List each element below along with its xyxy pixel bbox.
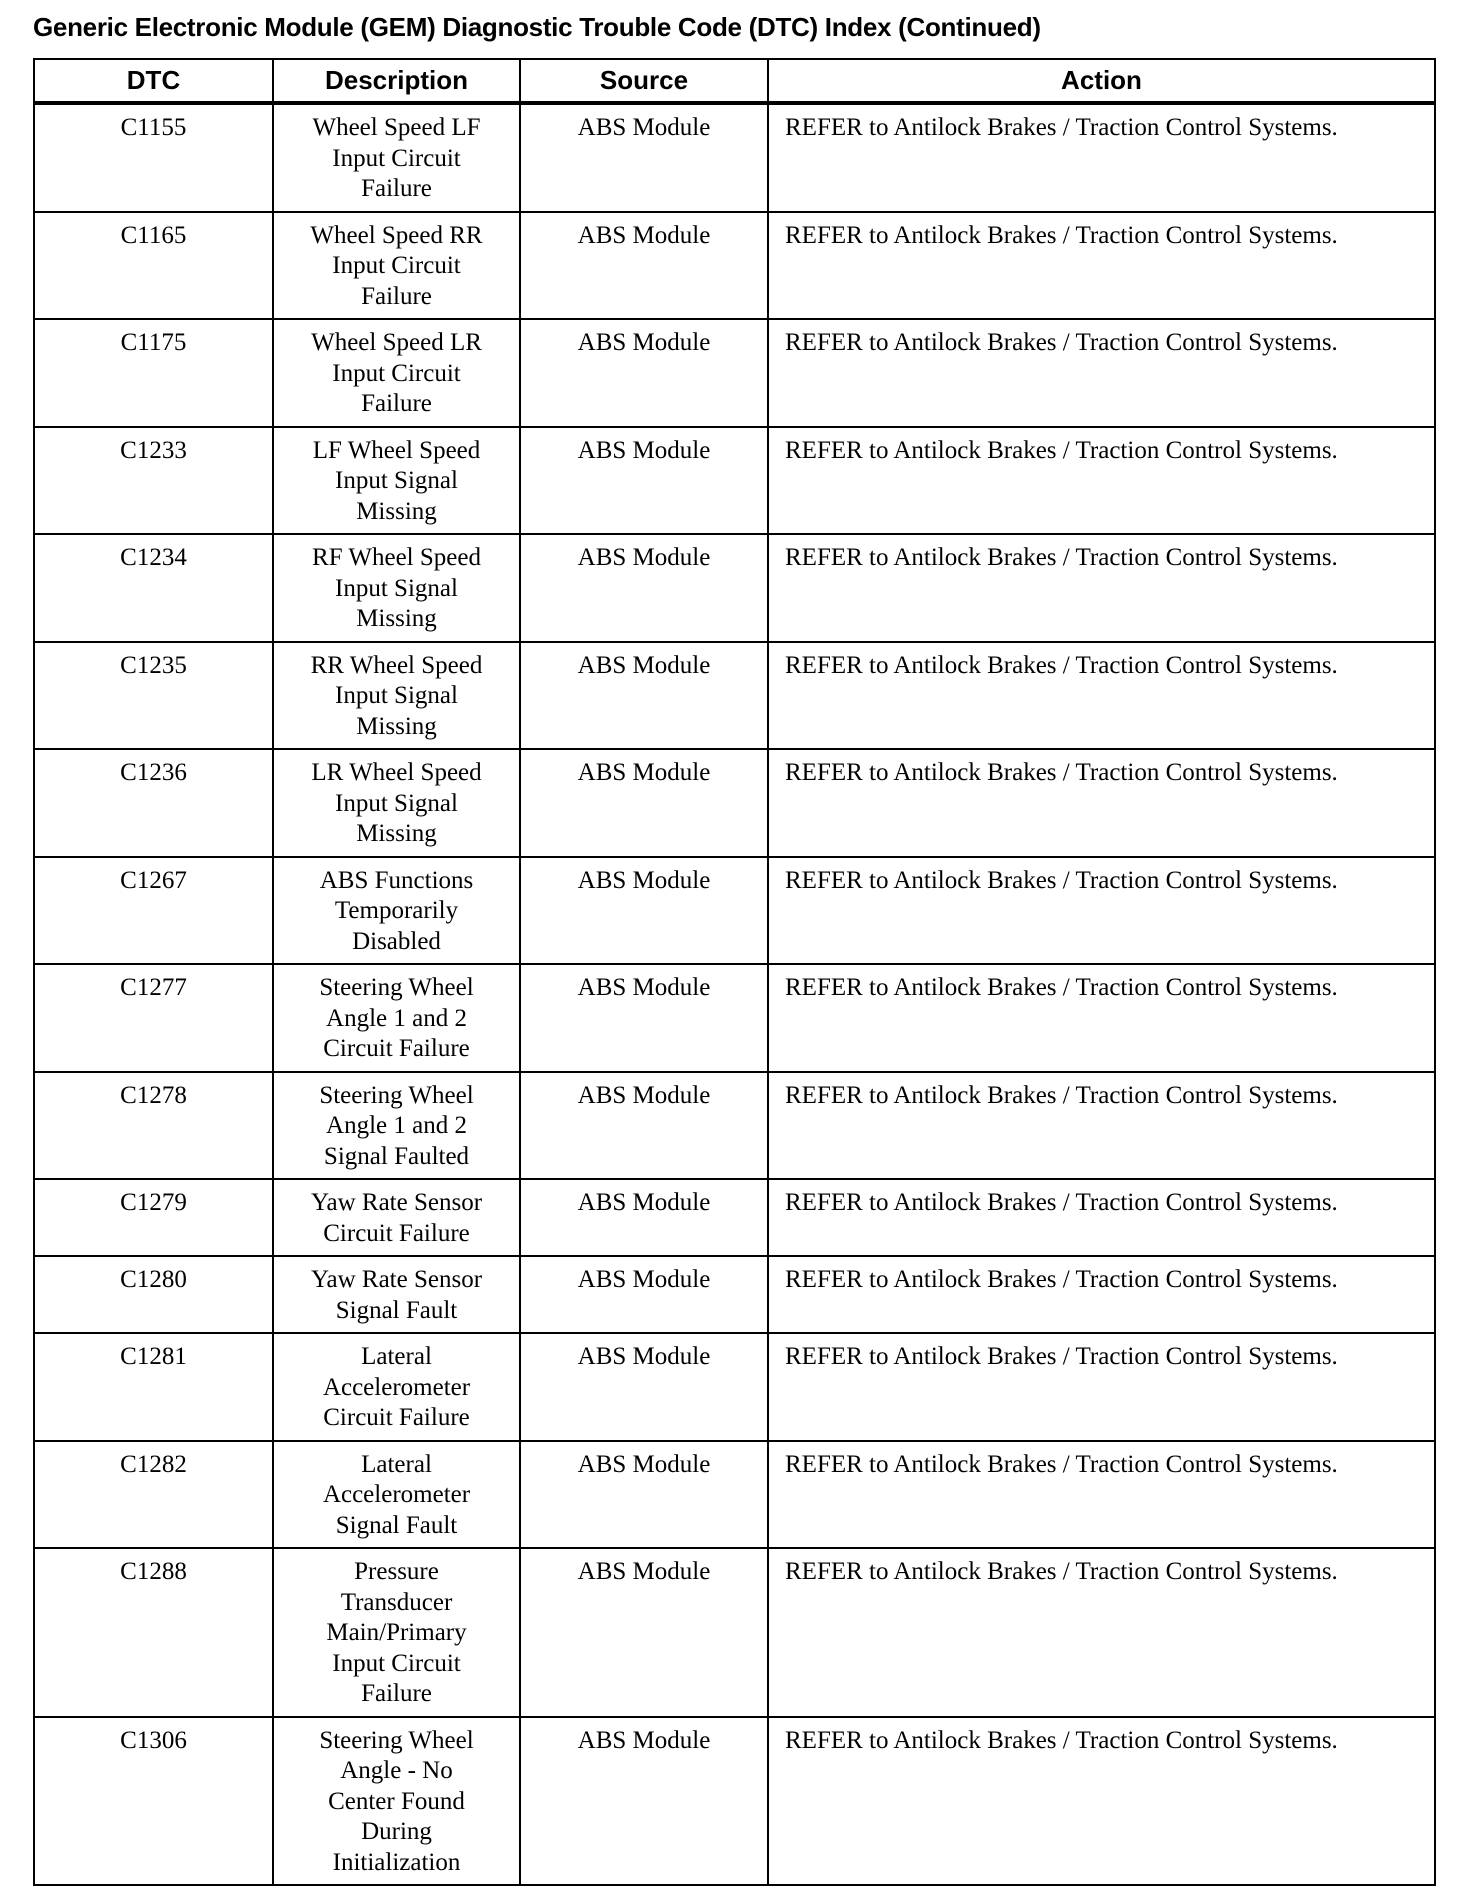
dtc-code: C1282 <box>34 1441 273 1549</box>
description-line: Input Circuit <box>332 359 461 387</box>
description-line: Signal Faulted <box>323 1142 470 1170</box>
action-cell: REFER to Antilock Brakes / Traction Control Systems. <box>768 1179 1435 1256</box>
dtc-code: C1235 <box>34 642 273 750</box>
dtc-code: C1277 <box>34 964 273 1072</box>
description-line: Circuit Failure <box>323 1219 470 1247</box>
source-cell: ABS Module <box>520 212 768 320</box>
source-cell: ABS Module <box>520 857 768 965</box>
source-cell: ABS Module <box>520 749 768 857</box>
description-line: Steering Wheel <box>319 974 474 1001</box>
action-cell: REFER to Antilock Brakes / Traction Control Systems. <box>768 1072 1435 1180</box>
table-row <box>34 1548 1435 1717</box>
source-cell: ABS Module <box>520 642 768 750</box>
table-row <box>34 1441 1435 1549</box>
table-row <box>34 427 1435 535</box>
description-line: Input Signal <box>335 574 458 602</box>
description-line: Failure <box>361 175 432 202</box>
action-cell: REFER to Antilock Brakes / Traction Control Systems. <box>768 212 1435 320</box>
dtc-code: C1279 <box>34 1179 273 1256</box>
source-cell: ABS Module <box>520 103 768 212</box>
description-line: Circuit Failure <box>323 1035 470 1062</box>
description-line: Failure <box>361 282 432 310</box>
dtc-code: C1155 <box>34 103 273 212</box>
dtc-code: C1280 <box>34 1256 273 1333</box>
description-line: ABS Functions <box>319 866 474 894</box>
column-header-action: Action <box>768 59 1435 103</box>
action-cell: REFER to Antilock Brakes / Traction Control Systems. <box>768 857 1435 965</box>
dtc-code: C1233 <box>34 427 273 535</box>
description-line: LF Wheel Speed <box>312 436 481 464</box>
source-cell: ABS Module <box>520 1256 768 1333</box>
dtc-code: C1175 <box>34 319 273 427</box>
dtc-code: C1236 <box>34 749 273 857</box>
description-line: Input Circuit <box>332 252 461 279</box>
source-cell: ABS Module <box>520 1441 768 1549</box>
dtc-code: C1165 <box>34 212 273 320</box>
source-cell: ABS Module <box>520 1717 768 1886</box>
table-header-row <box>34 59 1435 103</box>
description-line: Missing <box>356 497 437 525</box>
description-line: Accelerometer <box>322 1481 471 1508</box>
description-cell <box>273 1179 520 1256</box>
description-line: Wheel Speed LF <box>312 114 481 141</box>
description-line: Temporarily <box>334 897 459 924</box>
dtc-code: C1267 <box>34 857 273 965</box>
action-cell: REFER to Antilock Brakes / Traction Control Systems. <box>768 103 1435 212</box>
description-line: Disabled <box>352 927 441 955</box>
description-cell <box>273 1072 520 1180</box>
description-cell <box>273 103 520 212</box>
description-line: Angle - No <box>340 1757 453 1784</box>
description-line: RR Wheel Speed <box>310 651 483 679</box>
action-cell: REFER to Antilock Brakes / Traction Control Systems. <box>768 642 1435 750</box>
table-row <box>34 964 1435 1072</box>
description-line: Main/Primary <box>326 1619 467 1646</box>
action-cell: REFER to Antilock Brakes / Traction Control Systems. <box>768 749 1435 857</box>
description-line: Pressure <box>354 1558 439 1585</box>
table-row <box>34 319 1435 427</box>
description-line: Steering Wheel <box>319 1081 474 1109</box>
source-cell: ABS Module <box>520 1072 768 1180</box>
source-cell: ABS Module <box>520 534 768 642</box>
description-line: Signal Fault <box>335 1511 458 1539</box>
table-row <box>34 1256 1435 1333</box>
description-line: Initialization <box>332 1848 461 1876</box>
description-line: During <box>361 1818 432 1845</box>
description-line: Wheel Speed RR <box>310 221 483 249</box>
description-cell <box>273 1333 520 1441</box>
dtc-code: C1306 <box>34 1717 273 1886</box>
description-cell <box>273 427 520 535</box>
action-cell: REFER to Antilock Brakes / Traction Control Systems. <box>768 1333 1435 1441</box>
source-cell: ABS Module <box>520 427 768 535</box>
action-cell: REFER to Antilock Brakes / Traction Control Systems. <box>768 1717 1435 1886</box>
description-line: RF Wheel Speed <box>312 544 481 571</box>
description-cell <box>273 1548 520 1717</box>
table-row <box>34 534 1435 642</box>
table-row <box>34 1717 1435 1886</box>
dtc-code: C1281 <box>34 1333 273 1441</box>
description-line: Steering Wheel <box>319 1726 474 1754</box>
table-row <box>34 857 1435 965</box>
description-line: Circuit Failure <box>323 1404 470 1431</box>
dtc-code: C1288 <box>34 1548 273 1717</box>
description-line: Failure <box>361 1680 432 1707</box>
description-line: Lateral <box>361 1343 432 1370</box>
description-cell <box>273 1256 520 1333</box>
dtc-table <box>33 58 1436 1886</box>
description-line: Accelerometer <box>322 1373 471 1401</box>
column-header-source: Source <box>520 59 768 103</box>
action-cell: REFER to Antilock Brakes / Traction Control Systems. <box>768 427 1435 535</box>
description-cell <box>273 1441 520 1549</box>
table-row <box>34 103 1435 212</box>
description-cell <box>273 1717 520 1886</box>
description-line: Angle 1 and 2 <box>326 1112 467 1139</box>
description-line: Failure <box>361 390 432 417</box>
action-cell: REFER to Antilock Brakes / Traction Control Systems. <box>768 964 1435 1072</box>
description-line: Missing <box>356 605 437 632</box>
table-row <box>34 1072 1435 1180</box>
description-cell <box>273 964 520 1072</box>
description-line: Missing <box>356 820 437 847</box>
table-row <box>34 212 1435 320</box>
source-cell: ABS Module <box>520 1179 768 1256</box>
description-line: Input Circuit <box>332 1649 461 1677</box>
description-line: Missing <box>356 712 437 740</box>
description-line: Center Found <box>328 1787 465 1815</box>
table-row <box>34 642 1435 750</box>
dtc-code: C1234 <box>34 534 273 642</box>
description-cell <box>273 857 520 965</box>
source-cell: ABS Module <box>520 964 768 1072</box>
column-header-description: Description <box>273 59 520 103</box>
source-cell: ABS Module <box>520 1333 768 1441</box>
description-cell <box>273 319 520 427</box>
source-cell: ABS Module <box>520 1548 768 1717</box>
description-cell <box>273 642 520 750</box>
action-cell: REFER to Antilock Brakes / Traction Control Systems. <box>768 1548 1435 1717</box>
dtc-code: C1278 <box>34 1072 273 1180</box>
description-line: Yaw Rate Sensor <box>310 1266 483 1293</box>
description-line: Angle 1 and 2 <box>326 1004 467 1032</box>
source-cell: ABS Module <box>520 319 768 427</box>
table-row <box>34 1179 1435 1256</box>
action-cell: REFER to Antilock Brakes / Traction Control Systems. <box>768 1256 1435 1333</box>
table-row <box>34 1333 1435 1441</box>
action-cell: REFER to Antilock Brakes / Traction Control Systems. <box>768 534 1435 642</box>
description-line: LR Wheel Speed <box>311 759 482 786</box>
description-line: Input Circuit <box>332 144 461 172</box>
description-line: Yaw Rate Sensor <box>310 1189 483 1216</box>
description-line: Input Signal <box>335 467 458 494</box>
description-cell <box>273 749 520 857</box>
description-line: Input Signal <box>335 789 458 817</box>
description-cell <box>273 212 520 320</box>
description-line: Input Signal <box>335 682 458 709</box>
description-line: Transducer <box>340 1588 453 1616</box>
description-cell <box>273 534 520 642</box>
action-cell: REFER to Antilock Brakes / Traction Control Systems. <box>768 1441 1435 1549</box>
description-line: Signal Fault <box>335 1296 458 1324</box>
page-title: Generic Electronic Module (GEM) Diagnostic Trouble Code (DTC) Index (Continued) <box>33 12 1041 42</box>
description-line: Wheel Speed LR <box>311 329 482 356</box>
table-row <box>34 749 1435 857</box>
column-header-dtc: DTC <box>34 59 273 103</box>
description-line: Lateral <box>361 1450 432 1478</box>
action-cell: REFER to Antilock Brakes / Traction Control Systems. <box>768 319 1435 427</box>
